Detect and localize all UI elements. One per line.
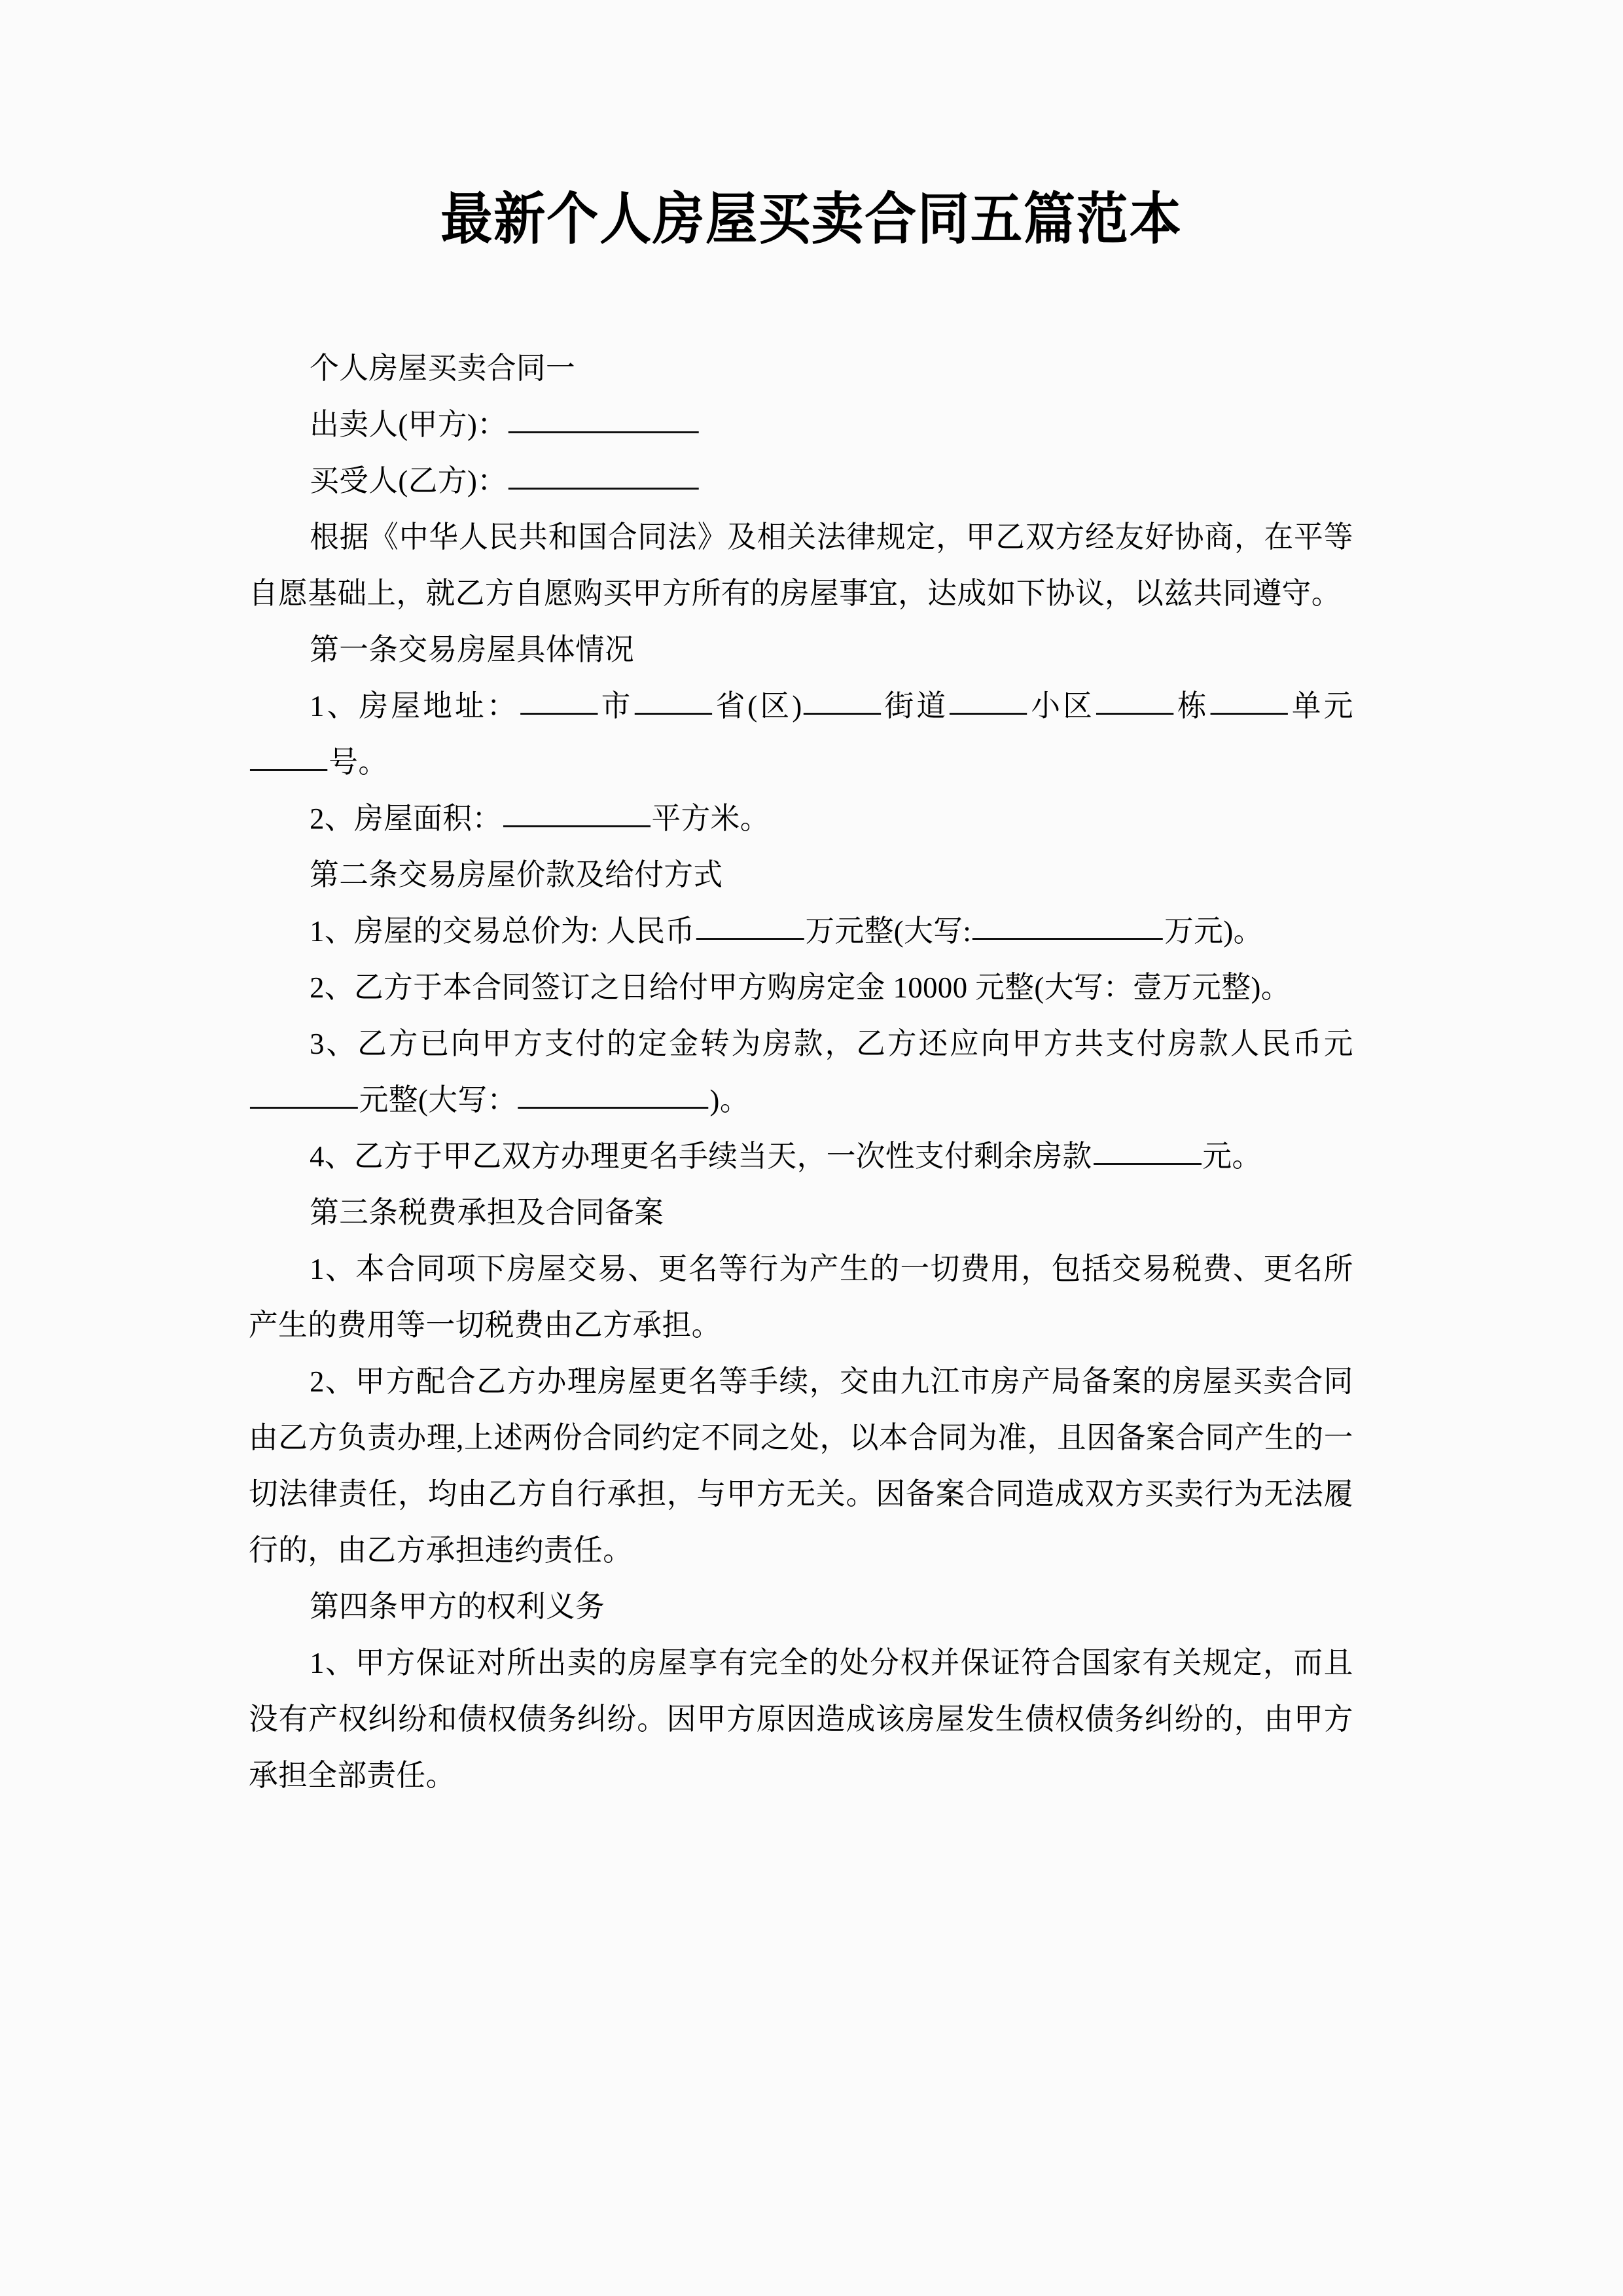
article2-item2-text: 2、乙方于本合同签订之日给付甲方购房定金 10000 元整(大写：壹万元整)。 <box>310 971 1291 1004</box>
article2-heading-text: 第二条交易房屋价款及给付方式 <box>310 858 723 891</box>
article2-item4-unit: 元。 <box>1202 1139 1262 1173</box>
address-street-unit: 街道 <box>882 689 949 723</box>
address-building-blank[interactable] <box>1096 684 1173 715</box>
article3-item1-text: 1、本合同项下房屋交易、更名等行为产生的一切费用，包括交易税费、更名所产生的费用等一切税费由乙方承担。 <box>249 1252 1353 1342</box>
article1-heading <box>249 622 1353 678</box>
article2-item1 <box>249 903 1353 960</box>
article2-item4-label: 4、乙方于甲乙双方办理更名手续当天，一次性支付剩余房款 <box>310 1139 1092 1173</box>
article2-item3-close: )。 <box>709 1083 749 1117</box>
article1-item1-label: 1、房屋地址： <box>310 689 519 723</box>
article2-heading <box>249 847 1353 903</box>
document-body <box>249 340 1387 1804</box>
address-community-blank[interactable] <box>950 684 1027 715</box>
page-title: 最新个人房屋买卖合同五篇范本 <box>440 188 1183 251</box>
article3-heading <box>249 1185 1353 1241</box>
house-area-unit: 平方米。 <box>651 802 770 835</box>
address-province-blank[interactable] <box>635 684 712 715</box>
preamble-text: 根据《中华人民共和国合同法》及相关法律规定，甲乙双方经友好协商，在平等自愿基础上，就乙方自愿购买甲方所有的房屋事宜，达成如下协议，以兹共同遵守。 <box>249 520 1353 610</box>
address-community-unit: 小区 <box>1028 689 1096 723</box>
section-heading-text: 个人房屋买卖合同一 <box>310 351 576 385</box>
article3-item2-text: 2、甲方配合乙方办理房屋更名等手续，交由九江市房产局备案的房屋买卖合同由乙方负责办理,上述两份合同约定不同之处，以本合同为准，且因备案合同产生的一切法律责任，均由乙方自行承担，与甲方无关。因备案合同造成双方买卖行为无法履行的，由乙方承担违约责任。 <box>249 1365 1353 1567</box>
article2-item3 <box>249 1016 1353 1128</box>
article1-item2-label: 2、房屋面积： <box>310 802 502 835</box>
article4-heading <box>249 1579 1353 1635</box>
seller-label: 出卖人(甲方)： <box>310 408 507 441</box>
article2-item4 <box>249 1128 1353 1185</box>
remaining-amount-words-blank[interactable] <box>518 1078 709 1109</box>
address-province-unit: 省(区) <box>713 689 802 723</box>
house-area-blank[interactable] <box>503 797 650 827</box>
article3-item1 <box>249 1241 1353 1354</box>
final-payment-blank[interactable] <box>1094 1134 1202 1165</box>
preamble-paragraph <box>249 509 1353 622</box>
buyer-line <box>249 453 1353 509</box>
total-price-words-blank[interactable] <box>972 909 1163 940</box>
article4-item1 <box>249 1635 1353 1804</box>
seller-blank-field[interactable] <box>508 403 698 433</box>
article2-item3-label: 3、乙方已向甲方支付的定金转为房款，乙方还应向甲方共支付房款人民币元 <box>310 1027 1353 1060</box>
total-price-unit: 万元整(大写: <box>805 914 972 948</box>
remaining-amount-blank[interactable] <box>250 1078 358 1109</box>
article1-heading-text: 第一条交易房屋具体情况 <box>310 633 635 666</box>
address-building-unit: 栋 <box>1175 689 1209 723</box>
address-city-unit: 市 <box>599 689 633 723</box>
article4-heading-text: 第四条甲方的权利义务 <box>310 1590 605 1623</box>
section-heading <box>249 340 1353 397</box>
article3-item2 <box>249 1354 1353 1579</box>
total-price-words-unit: 万元)。 <box>1164 914 1263 948</box>
address-entrance-unit: 单元 <box>1289 689 1353 723</box>
total-price-blank[interactable] <box>696 909 804 940</box>
address-entrance-blank[interactable] <box>1211 684 1288 715</box>
address-street-blank[interactable] <box>804 684 881 715</box>
seller-line <box>249 397 1353 453</box>
address-number-blank[interactable] <box>250 740 327 771</box>
article1-item2 <box>249 791 1353 847</box>
article1-item1 <box>249 678 1353 791</box>
article4-item1-text: 1、甲方保证对所出卖的房屋享有完全的处分权并保证符合国家有关规定，而且没有产权纠纷和债权债务纠纷。因甲方原因造成该房屋发生债权债务纠纷的，由甲方承担全部责任。 <box>249 1646 1353 1792</box>
article2-item2 <box>249 960 1353 1016</box>
address-number-unit: 号。 <box>329 745 388 779</box>
article3-heading-text: 第三条税费承担及合同备案 <box>310 1196 664 1229</box>
buyer-label: 买受人(乙方)： <box>310 464 507 497</box>
address-city-blank[interactable] <box>520 684 597 715</box>
buyer-blank-field[interactable] <box>508 459 698 490</box>
article2-item1-label: 1、房屋的交易总价为: 人民币 <box>310 914 695 948</box>
article2-item3-unit: 元整(大写： <box>359 1083 517 1117</box>
